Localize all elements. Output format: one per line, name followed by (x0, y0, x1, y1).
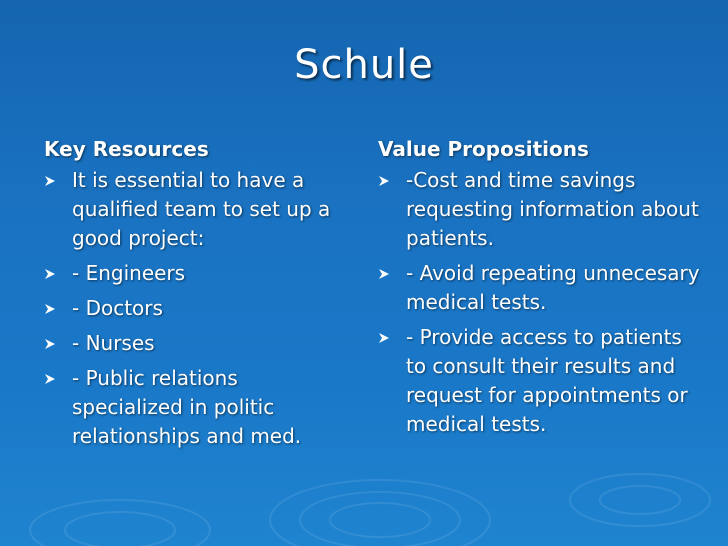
value-propositions-list (378, 166, 708, 439)
list-item-text: - Provide access to patients to consult their results and request for appointments or medical tests. (406, 325, 688, 436)
key-resources-heading: Key Resources (44, 137, 209, 161)
key-resources-column (44, 134, 344, 457)
list-item-text: - Nurses (72, 331, 155, 355)
key-resources-list (44, 166, 344, 451)
arrowhead-bullet-icon (44, 338, 56, 350)
list-item-text: - Engineers (72, 261, 186, 285)
arrowhead-bullet-icon (378, 268, 390, 280)
arrowhead-bullet-icon (44, 268, 56, 280)
value-propositions-column (378, 134, 708, 445)
list-item (378, 166, 708, 253)
list-item-text: - Public relations specialized in politic relationships and med. (72, 366, 302, 448)
arrowhead-bullet-icon (44, 373, 56, 385)
list-item (44, 294, 344, 323)
list-item-text: - Avoid repeating unnecesary medical tests. (406, 261, 700, 314)
list-item (44, 259, 344, 288)
list-item (378, 323, 708, 439)
list-item (44, 329, 344, 358)
arrowhead-bullet-icon (378, 332, 390, 344)
list-item-text: -Cost and time savings requesting information about patients. (406, 168, 699, 250)
value-propositions-heading: Value Propositions (378, 137, 589, 161)
arrowhead-bullet-icon (44, 175, 56, 187)
list-item (378, 259, 708, 317)
list-item (44, 364, 344, 451)
arrowhead-bullet-icon (44, 303, 56, 315)
list-item (44, 166, 344, 253)
list-item-text: - Doctors (72, 296, 163, 320)
slide-title: Schule (294, 42, 434, 88)
list-item-text: It is essential to have a qualified team to set up a good project: (72, 168, 331, 250)
arrowhead-bullet-icon (378, 175, 390, 187)
